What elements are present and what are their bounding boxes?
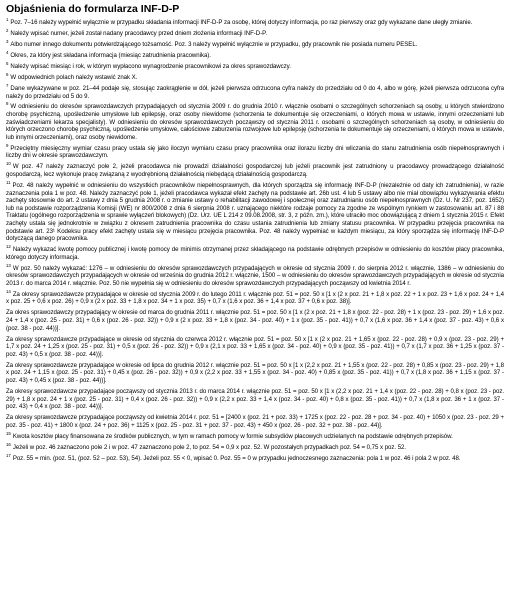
footnote-text: Albo numer innego dokumentu potwierdzającego tożsamość. Poz. 3 należy wypełnić wyłącznie w przypadku, gdy pracownik nie posiada numeru PESEL. — [10, 40, 418, 48]
footnote — [6, 362, 504, 385]
footnote-text: Należy wykazać kwotę pomocy publicznej i kwotę pomocy de minimis otrzymanej przez składającego na podstawie odrębnych przepisów w odniesieniu do kosztów płacy pracownika, którego dotyczy informacja. — [6, 246, 504, 261]
footnote-text: Dane wykazywane w poz. 21–44 podaje się, stosując zaokrąglenie w dół, jeżeli pierwsza odrzucona cyfra należy do przedziału od 0 do 4, albo w górę, jeżeli pierwsza odrzucona cyfra należy do przedziału od 5 do 9. — [6, 84, 504, 100]
footnote-number: 6 — [6, 71, 9, 77]
footnote-text: W poz. 50 należy wykazać: 1276 – w odniesieniu do okresów sprawozdawczych przypadających w okresie od stycznia 2009 r. do sierpnia 2012 r. włącznie, 1386 – w odniesieniu do okresów sprawozdawczych przypadających w okresie od września do grudnia 2012 r. włącznie, 1500 – w odniesieniu do okresów sprawozdawczych przypadających w okresie od stycznia 2013 r. do marca 2014 r. włącznie. Poz. 50 nie wypełnia się w odniesieniu do okresów sprawozdawczych przypadających począwszy od kwietnia 2014 r. — [6, 264, 504, 287]
footnote-number: 10 — [6, 161, 11, 167]
footnotes-list — [6, 16, 504, 462]
footnote-text: Za okresy sprawozdawcze przypadające w okresie od lipca do grudnia 2012 r. włącznie poz. 51 = poz. 50 x [1 x (2,2 x poz. 21 + 1,55 x (poz. 22 - poz. 28) + 0,85 x (poz. 23 - poz. 29) + 1,8 x poz. 24 + 1,15 x (poz. 25 - poz. 31) + 0,45 x (poz. 26 - poz. 32)) + 0,9 x (2,2 x poz. 33 + 1,55 x (poz. 34 - poz. 40) + 0,85 x (poz. 35 - poz. 41)) + 0,7 x (1,8 x poz. 36 + 1,15 x (poz. 37 - poz. 43) + 0,45 x (poz. 38 - poz. 44))]. — [6, 361, 504, 384]
footnote-number: 7 — [6, 82, 9, 88]
footnote-number: 8 — [6, 101, 9, 107]
footnote-text: Za okresy sprawozdawcze przypadające w okresie od stycznia 2009 r. do lutego 2011 r. włącznie poz. 51 = poz. 50 x [1 x (2 x poz. 21 + 1,8 x poz. 22 + 1 x poz. 23 + 1,6 x poz. 24 + 1,4 x poz. 25 + 0,6 x poz. 26) + 0,9 x (2 x poz. 33 + 1,8 x poz. 34 + 1 x poz. 35) + 0,7 x (1,6 x poz. 36 + 1,4 x poz. 37 + 0,6 x poz. 38)]. — [6, 290, 504, 306]
footnote — [6, 388, 504, 411]
footnote-text: W odpowiednich polach należy wstawić znak X. — [10, 73, 138, 81]
footnote-number: 11 — [6, 179, 11, 185]
footnote-number: 17 — [6, 452, 11, 458]
footnote — [6, 336, 504, 359]
footnote — [6, 163, 504, 178]
footnote — [6, 38, 504, 49]
footnote-text: Poz. 55 = min. (poz. 51, (poz. 52 – poz. 53), 54). Jeżeli poz. 55 < 0, wpisać 0. Poz. 55 = 0 w przypadku jednoczesnego zaznaczenia: pola 1 w poz. 46 i pola 2 w poz. 48. — [12, 454, 461, 462]
footnote — [6, 179, 504, 243]
footnote-number: 14 — [6, 288, 11, 294]
footnote-text: Za okresy sprawozdawcze przypadające począwszy od stycznia 2013 r. do marca 2014 r. włącznie poz. 51 = poz. 50 x [1 x (2,2 x poz. 21 + 1,4 x (poz. 22 - poz. 28) + 0,8 x (poz. 23 - poz. 29) + 1,8 x poz. 24 + 1 x (poz. 25 - poz. 31) + 0,4 x (poz. 26 - poz. 32)) + 0,9 x (2,2 x poz. 33 + 1,4 x (poz. 34 - poz. 40) + 0,8 x (poz. 35 - poz. 41)) + 0,7 x (1,8 x poz. 36 + 1 x (poz. 37 - poz. 43) + 0,4 x (poz. 38 - poz. 44))]. — [6, 387, 504, 411]
footnote-text: W odniesieniu do okresów sprawozdawczych przypadających od stycznia 2009 r. do grudnia 2010 r. włącznie osobami o szczególnych schorzeniach są osoby, u których stwierdzono chorobę psychiczną, upośledzenie umysłowe lub epilepsję, oraz osoby niewidome (schorzenia te dokumentuje się orzeczeniami, o których mowa w ustawie, innymi orzeczeniami lub zaświadczeniami lekarza specjalisty). W odniesieniu do okresów sprawozdawczych począwszy od stycznia 2011 r. osobami o szczególnych schorzeniach są osoby, w odniesieniu do których orzeczono chorobę psychiczną, upośledzenie umysłowe, całościowe zaburzenia rozwojowe lub epilepsję (schorzenia te dokumentuje się orzeczeniami, o których mowa w ustawie, lub innymi orzeczeniami), oraz osoby niewidome. — [6, 103, 504, 141]
footnote-number: 12 — [6, 244, 11, 250]
footnote-number: 1 — [6, 16, 9, 22]
footnote-text: Kwota kosztów płacy finansowana ze środków publicznych, w tym w ramach pomocy w formie subsydiów płacowych udzielanych na podstawie odrębnych przepisów. — [12, 432, 453, 440]
footnote-number: 9 — [6, 142, 9, 148]
footnote — [6, 60, 504, 71]
footnote-text: W poz. 47 należy zaznaczyć pole 2, jeżeli pracodawca nie prowadzi działalności gospodarczej lub jeżeli pracownik jest zatrudniony u pracodawcy prowadzącego działalność gospodarczą, lecz wykonuje pracę związaną z wyodrębnioną działalnością niebędącą działalnością gospodarczą. — [6, 163, 504, 179]
footnote-text: Za okresy sprawozdawcze przypadające w okresie od stycznia do czerwca 2012 r. włącznie poz. 51 = poz. 50 x [1 x (2 x poz. 21 + 1,65 x (poz. 22 - poz. 28) + 0,9 x (poz. 23 - poz. 29) + 1,7 x poz. 24 + 1,25 x (poz. 25 - poz. 31) + 0,5 x (poz. 26 - poz. 32)) + 0,9 x (2,1 x poz. 33 + 1,65 x (poz. 34 - poz. 40) + 0,9 x (poz. 35 - poz. 41)) + 0,7 x (1,7 x poz. 36 + 1,25 x (poz. 37 - poz. 43) + 0,5 x (poz. 38 - poz. 44))]. — [6, 335, 504, 358]
footnote-number: 2 — [6, 27, 9, 33]
footnote — [6, 16, 504, 27]
footnote-text: Należy wpisać numer, jeżeli został nadany pracodawcy przed dniem złożenia informacji INF-D-P. — [10, 29, 268, 37]
footnote — [6, 103, 504, 141]
footnote — [6, 288, 504, 306]
footnote-text: Przeciętny miesięczny wymiar czasu pracy ustala się jako iloczyn wymiaru czasu pracy pracownika oraz ilorazu liczby dni wliczania do stanu zatrudnienia osób niepełnosprawnych i liczby dni w okresie sprawozdawczym. — [6, 144, 504, 160]
footnote-number: 15 — [6, 430, 11, 436]
footnote-number: 16 — [6, 441, 11, 447]
footnote-number: 13 — [6, 262, 11, 268]
footnote — [6, 142, 504, 160]
footnote-text: Za okresy sprawozdawcze przypadające począwszy od kwietnia 2014 r. poz. 51 = [2400 x (poz. 21 + poz. 33) + 1725 x (poz. 22 - poz. 28 + poz. 34 - poz. 40) + 1050 x (poz. 23 - poz. 29 + poz. 35 - poz. 41) + 1800 x (poz. 24 + poz. 36) + 1125 x (poz. 25 - poz. 31 + poz. 37 - poz. 43) + 450 x (poz. 26 - poz. 32 + poz. 38 - poz. 44)]. — [6, 414, 504, 429]
footnote — [6, 309, 504, 332]
footnote-number: 5 — [6, 60, 9, 66]
footnote — [6, 82, 504, 100]
footnote — [6, 71, 504, 82]
footnote-text: Należy wpisać miesiąc i rok, w którym wypłacono wynagrodzenie pracownikowi za okres sprawozdawczy. — [10, 62, 291, 70]
footnote-text: Jeżeli w poz. 46 zaznaczono pole 2 i w poz. 47 zaznaczono pole 2, to poz. 54 = 0,9 x poz. 52. W pozostałych przypadkach poz. 54 = 0,75 x poz. 52. — [12, 443, 407, 451]
footnote-number: 3 — [6, 38, 9, 44]
footnote — [6, 441, 504, 452]
document-title: Objaśnienia do formularza INF-D-P — [6, 3, 180, 15]
footnote — [6, 246, 504, 261]
footnote-text: Poz. 7–16 należy wypełnić wyłącznie w przypadku składania informacji INF-D-P za osobę, której dotyczy informacja, po raz pierwszy oraz gdy wykazane dane uległy zmianie. — [10, 19, 473, 26]
footnote-number: 4 — [6, 49, 9, 55]
footnote — [6, 262, 504, 288]
footnote — [6, 27, 504, 38]
footnote — [6, 414, 504, 429]
footnote-text: Za okres sprawozdawczy przypadający w okresie od marca do grudnia 2011 r. włącznie poz. 51 = poz. 50 x [1 x (2 x poz. 21 + 1,8 x (poz. 22 - poz. 28) + 1 x (poz. 23 - poz. 29) + 1,6 x poz. 24 + 1,4 x (poz. 25 - poz. 31) + 0,6 x (poz. 26 - poz. 32)) + 0,9 x (2 x poz. 33 + 1,8 x (poz. 34 - poz. 40) + 1 x (poz. 35 - poz. 41)) + 0,7 x (1,6 x poz. 36 + 1,4 x (poz. 37 - poz. 43) + 0,6 x (poz. 38 - poz. 44))]. — [6, 309, 504, 332]
footnote-text: Poz. 48 należy wypełnić w odniesieniu do wszystkich pracowników niepełnosprawnych, dla których sporządza się informację INF-D-P (niezależnie od daty ich zatrudnienia), w razie zaznaczenia pola 1 w poz. 48. Należy zaznaczyć pole 1, jeżeli pracodawca wykazał efekt zachęty na podstawie art. 26b ust. 4 lub 5 ustawy albo nie miał obowiązku wykazywania efektu zachęty stosownie do art. 2 ustawy z dnia 5 grudnia 2008 r. o zmianie ustawy o rehabilitacji zawodowej i społecznej oraz zatrudnianiu osób niepełnosprawnych (Dz. U. Nr 237, poz. 1652) lub na podstawie rozporządzenia Komisji (WE) nr 800/2008 z dnia 6 sierpnia 2008 r. uznającego niektóre rodzaje pomocy za zgodne ze wspólnym rynkiem w zastosowaniu art. 87 i 88 Traktatu (ogólnego rozporządzenia w sprawie wyłączeń blokowych) (Dz. Urz. UE L 214 z 09.08.2008, str. 3, z późn. zm.), które utraciło moc obowiązującą z dniem 1 stycznia 2015 r. Efekt zachęty ustala się jednokrotnie w związku z okresem zatrudnienia pracownika do czasu ustania zatrudnienia lub zmiany statusu pracownika. W przypadku przejęcia pracownika na podstawie art. 23¹ Kodeksu pracy efekt zachęty ustala się w miesiącu przejęcia pracownika. Poz. 48 należy wypełniać w każdym miesiącu, za który sporządza się informację INF-D-P dotyczącą danego pracownika. — [6, 182, 504, 243]
footnote — [6, 430, 504, 441]
footnote-text: Okres, za który jest składana informacja (miesiąc zatrudnienia pracownika). — [10, 51, 211, 59]
footnote — [6, 452, 504, 463]
footnote — [6, 49, 504, 60]
